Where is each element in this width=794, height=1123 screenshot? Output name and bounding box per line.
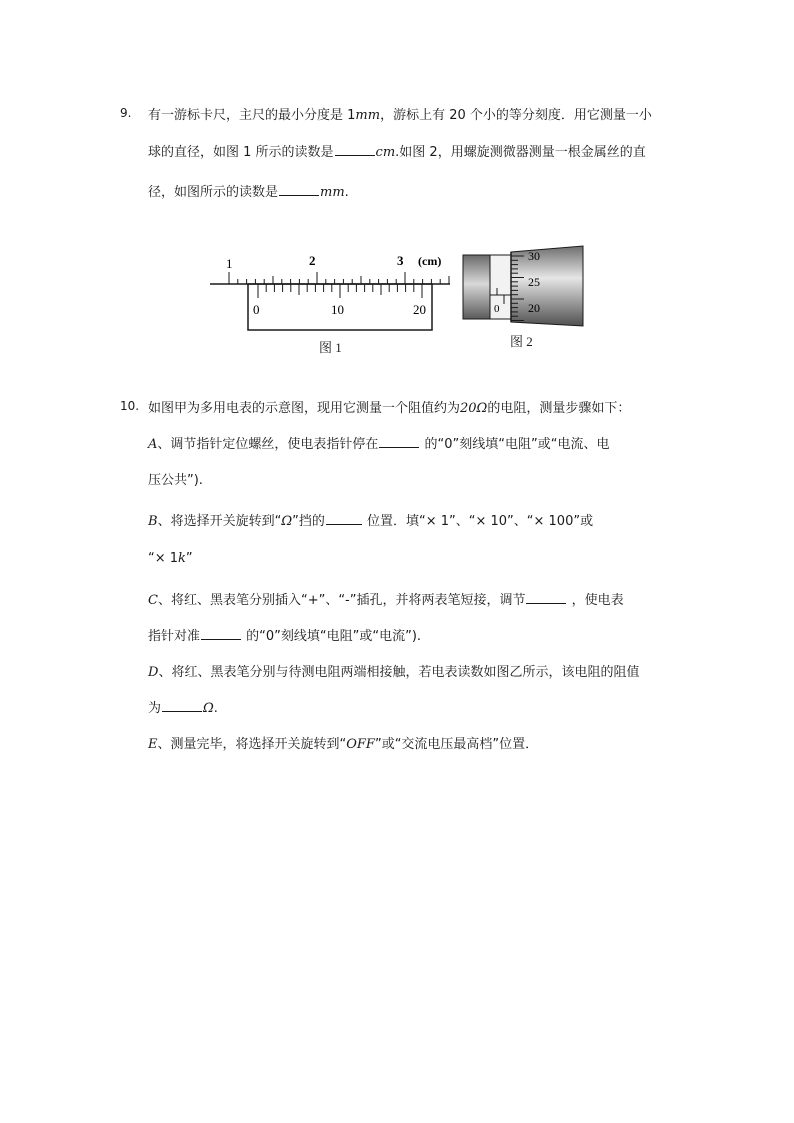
thimble-label: 25 bbox=[528, 275, 540, 289]
micrometer-thimble bbox=[511, 246, 583, 326]
vernier-scale-ticks bbox=[258, 284, 422, 298]
answer-blank[interactable] bbox=[201, 638, 241, 640]
step-d-line-2: 为 Ω. bbox=[148, 701, 218, 716]
thimble-label: 30 bbox=[528, 249, 540, 263]
question-9-line-1: 有一游标卡尺，主尺的最小分度是 1mm，游标上有 20 个小的等分刻度．用它测量一小 bbox=[148, 108, 652, 123]
step-c-line-1: C、将红、黑表笔分别插入“+”、“-”插孔，并将两表笔短接，调节 ，使电表 bbox=[148, 593, 624, 608]
micrometer-figure bbox=[460, 244, 586, 330]
question-9-line-3: 径，如图所示的读数是 mm. bbox=[148, 185, 349, 200]
main-scale-label: 3 bbox=[397, 253, 404, 268]
main-scale-label: 2 bbox=[309, 253, 316, 268]
question-number: 10. bbox=[120, 399, 140, 413]
step-c-line-2: 指针对准 的“0”刻线填“电阻”或“电流”). bbox=[148, 629, 422, 644]
answer-blank[interactable] bbox=[162, 710, 202, 712]
vernier-label: 10 bbox=[331, 302, 344, 317]
vernier-label: 0 bbox=[253, 302, 260, 317]
unit-label: (cm) bbox=[418, 254, 442, 268]
step-a-line-2: 压公共”). bbox=[148, 473, 203, 488]
answer-blank[interactable] bbox=[379, 446, 419, 448]
main-scale-ticks bbox=[229, 272, 449, 284]
figure-1-caption: 图 1 bbox=[319, 340, 342, 355]
figure-2-caption: 图 2 bbox=[510, 334, 533, 349]
sleeve-zero-label: 0 bbox=[494, 303, 500, 315]
step-b-line-1: B、将选择开关旋转到“Ω”挡的 位置．填“× 1”、“× 10”、“× 100”或 bbox=[148, 514, 594, 529]
vernier-caliper-figure bbox=[205, 248, 455, 338]
question-number: 9. bbox=[120, 106, 132, 120]
thimble-label: 20 bbox=[528, 301, 540, 315]
step-a-line-1: A、调节指针定位螺丝，使电表指针停在 的“0”刻线填“电阻”或“电流、电 bbox=[148, 437, 610, 452]
step-e-line-1: E、测量完毕，将选择开关旋转到“OFF”或“交流电压最高档”位置． bbox=[148, 737, 539, 752]
step-d-line-1: D、将红、黑表笔分别与待测电阻两端相接触，若电表读数如图乙所示，该电阻的阻值 bbox=[148, 665, 640, 680]
answer-blank[interactable] bbox=[326, 523, 362, 525]
answer-blank[interactable] bbox=[526, 602, 566, 604]
question-9-line-2: 球的直径，如图 1 所示的读数是 cm.如图 2，用螺旋测微器测量一根金属丝的直 bbox=[148, 145, 646, 160]
question-10-intro: 如图甲为多用电表的示意图，现用它测量一个阻值约为20Ω的电阻，测量步骤如下： bbox=[148, 401, 631, 416]
answer-blank[interactable] bbox=[335, 154, 375, 156]
answer-blank[interactable] bbox=[279, 194, 319, 196]
step-b-line-2: “× 1k” bbox=[148, 551, 193, 566]
vernier-label: 20 bbox=[413, 302, 426, 317]
main-scale-label: 1 bbox=[226, 256, 233, 271]
